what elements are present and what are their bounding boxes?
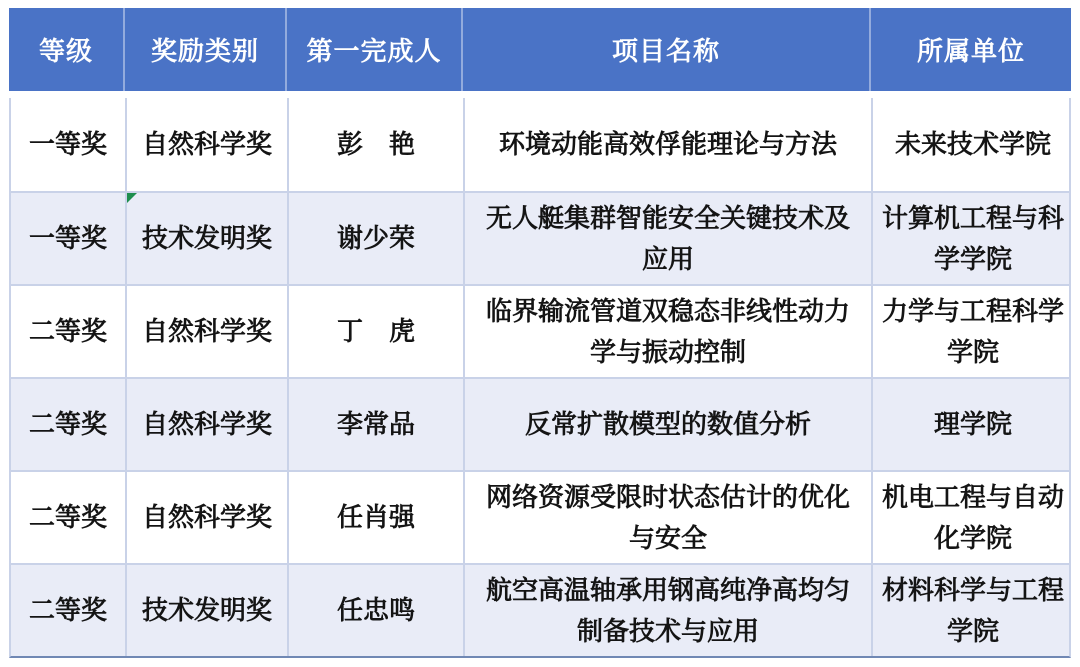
cell-text: 机电工程与自动化学院 xyxy=(882,482,1065,553)
cell-text: 自然科学奖 xyxy=(141,316,272,347)
cell-category xyxy=(127,379,289,470)
table-row xyxy=(11,377,1069,470)
cell-text: 理学院 xyxy=(933,409,1012,440)
column-header-person: 第一完成人 xyxy=(287,8,463,91)
cell-text: 力学与工程科学学院 xyxy=(882,296,1065,367)
table-row xyxy=(11,98,1069,191)
cell-person xyxy=(289,379,465,470)
cell-level xyxy=(11,193,127,284)
cell-text: 网络资源受限时状态估计的优化与安全 xyxy=(485,482,850,553)
cell-unit xyxy=(873,472,1073,563)
cell-text: 反常扩散模型的数值分析 xyxy=(524,409,811,440)
cell-text: 计算机工程与科学学院 xyxy=(882,203,1065,274)
cell-unit xyxy=(873,286,1073,377)
cell-project xyxy=(465,193,873,284)
comment-flag-icon xyxy=(127,193,137,203)
cell-person xyxy=(289,565,465,656)
cell-text: 二等奖 xyxy=(28,316,107,347)
cell-level xyxy=(11,565,127,656)
cell-category xyxy=(127,98,289,191)
table-row xyxy=(11,563,1069,656)
table-header-row xyxy=(9,8,1071,98)
cell-text: 技术发明奖 xyxy=(141,223,272,254)
cell-project xyxy=(465,565,873,656)
cell-person xyxy=(289,98,465,191)
cell-text: 材料科学与工程学院 xyxy=(882,575,1065,646)
column-header-level: 等级 xyxy=(9,8,125,91)
cell-project xyxy=(465,98,873,191)
cell-text: 李常品 xyxy=(336,409,415,440)
cell-text: 临界输流管道双稳态非线性动力学与振动控制 xyxy=(485,296,850,367)
cell-text: 任肖强 xyxy=(336,502,415,533)
cell-text: 二等奖 xyxy=(28,502,107,533)
cell-text: 丁 虎 xyxy=(336,316,415,347)
cell-level xyxy=(11,98,127,191)
cell-project xyxy=(465,286,873,377)
cell-unit xyxy=(873,379,1073,470)
cell-level xyxy=(11,472,127,563)
cell-text: 航空高温轴承用钢高纯净高均匀制备技术与应用 xyxy=(485,575,850,646)
cell-category xyxy=(127,286,289,377)
awards-table xyxy=(9,8,1071,658)
cell-category xyxy=(127,472,289,563)
cell-unit xyxy=(873,193,1073,284)
cell-text: 二等奖 xyxy=(28,595,107,626)
cell-project xyxy=(465,379,873,470)
cell-text: 二等奖 xyxy=(28,409,107,440)
cell-level xyxy=(11,379,127,470)
table-row xyxy=(11,470,1069,563)
cell-level xyxy=(11,286,127,377)
cell-person xyxy=(289,286,465,377)
cell-text: 自然科学奖 xyxy=(141,409,272,440)
cell-text: 自然科学奖 xyxy=(141,129,272,160)
table-body xyxy=(9,98,1071,658)
cell-person xyxy=(289,193,465,284)
cell-text: 环境动能高效俘能理论与方法 xyxy=(498,129,837,160)
cell-text: 技术发明奖 xyxy=(141,595,272,626)
table-row xyxy=(11,191,1069,284)
cell-text: 自然科学奖 xyxy=(141,502,272,533)
column-header-project: 项目名称 xyxy=(463,8,871,91)
cell-text: 任忠鸣 xyxy=(336,595,415,626)
cell-project xyxy=(465,472,873,563)
column-header-category: 奖励类别 xyxy=(125,8,287,91)
cell-unit xyxy=(873,565,1073,656)
cell-text: 一等奖 xyxy=(28,129,107,160)
cell-text: 一等奖 xyxy=(28,223,107,254)
cell-person xyxy=(289,472,465,563)
column-header-unit: 所属单位 xyxy=(916,36,1025,66)
table-row xyxy=(11,284,1069,377)
cell-text: 彭 艳 xyxy=(336,129,415,160)
cell-text: 谢少荣 xyxy=(336,223,415,254)
cell-category xyxy=(127,193,289,284)
cell-text: 未来技术学院 xyxy=(894,129,1051,160)
cell-category xyxy=(127,565,289,656)
cell-unit xyxy=(873,98,1073,191)
cell-text: 无人艇集群智能安全关键技术及应用 xyxy=(485,203,850,274)
